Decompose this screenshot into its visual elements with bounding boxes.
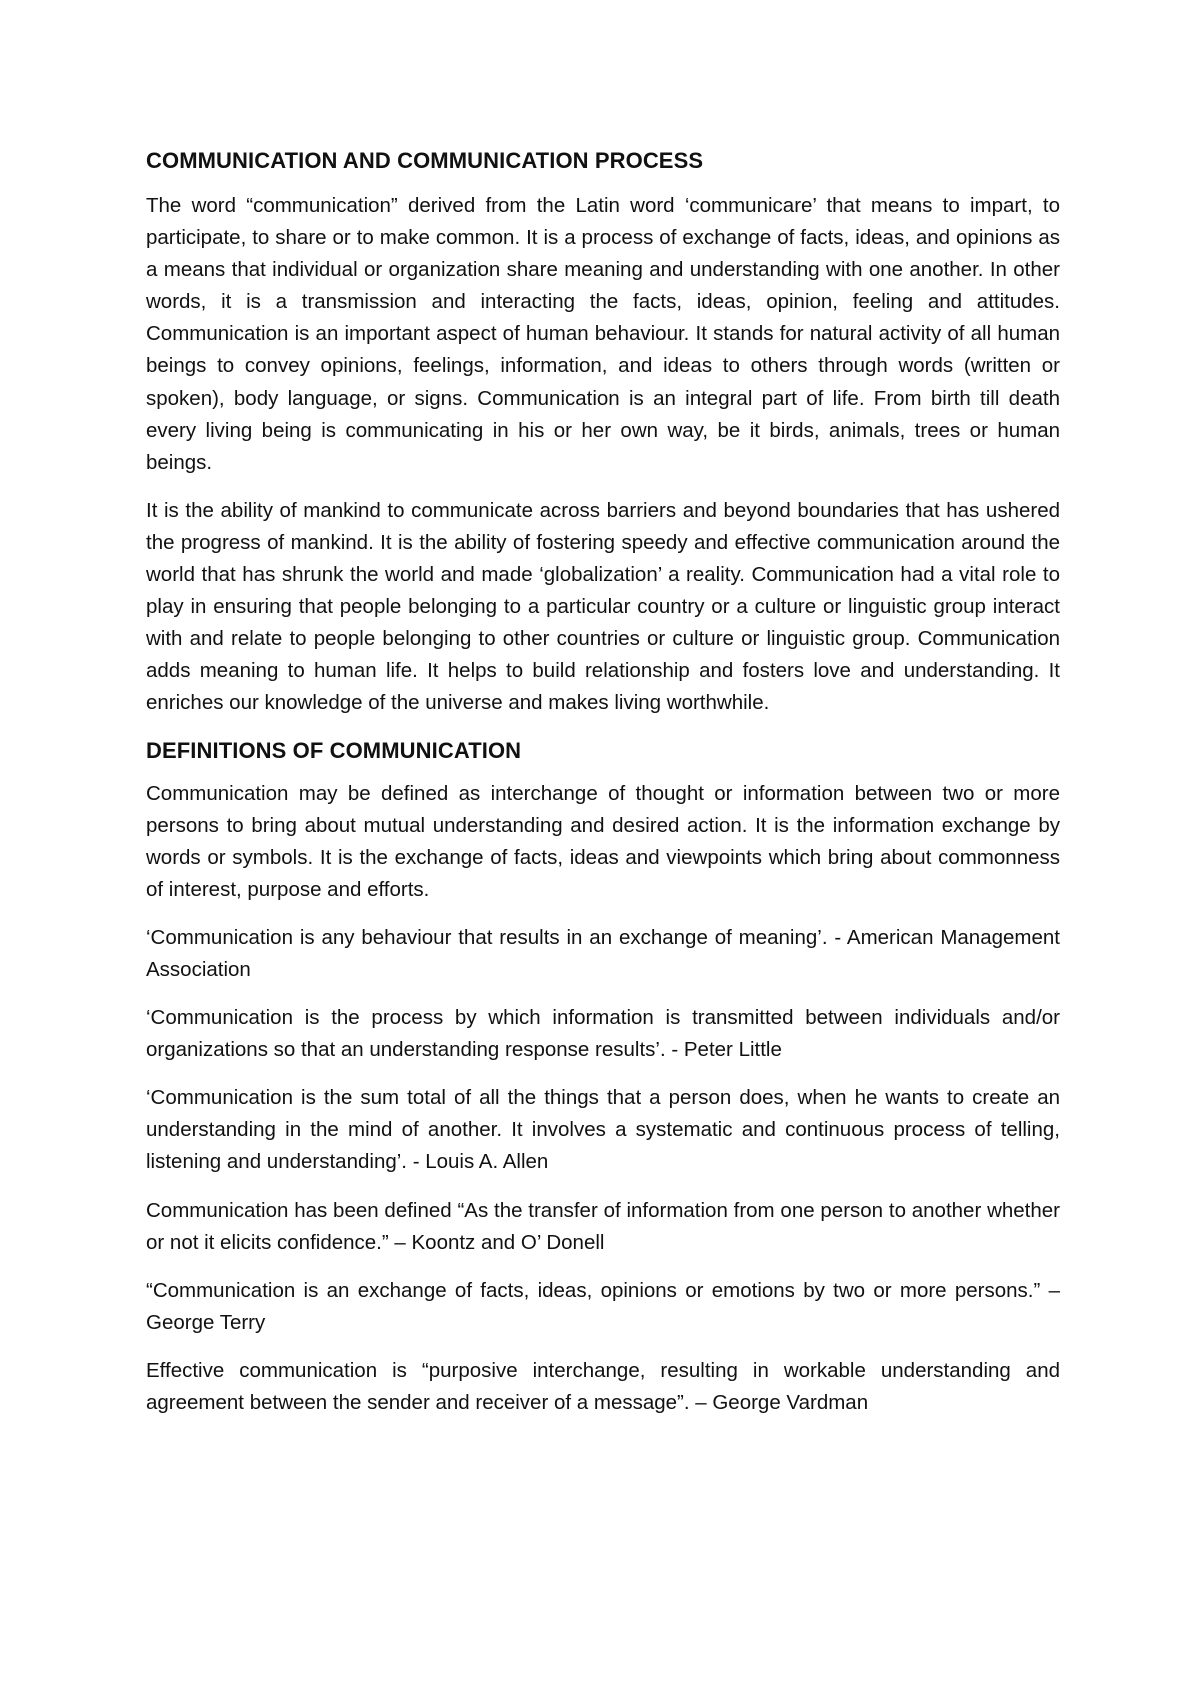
definitions-heading: DEFINITIONS OF COMMUNICATION [146,737,522,763]
intro-paragraph: The word “communication” derived from the Latin word ‘communicare’ that means to impart, to participate, to share or to make common. It is a process of exchange of facts, ideas, and opinions as a means that individual or organization share meaning and understanding with one another. In other words, it is a transmission and interacting the facts, ideas, opinion, feeling and attitudes. Communication is an important aspect of human behaviour. It stands for natural activity of all human beings to convey opinions, feelings, information, and ideas to others through words (written or spoken), body language, or signs. Communication is an integral part of life. From birth till death every living being is communicating in his or her own way, be it birds, animals, trees or human beings. [146,194,1060,474]
definition-louis-allen: ‘Communication is the sum total of all the things that a person does, when he wants to create an understanding in the mind of another. It involves a systematic and continuous process of telling, listening and understanding’. - Louis A. Allen [146,1086,1060,1174]
definition-american-management: ‘Communication is any behaviour that results in an exchange of meaning’. - American Management Association [146,925,1060,981]
importance-paragraph: It is the ability of mankind to communicate across barriers and beyond boundaries that has ushered the progress of mankind. It is the ability of fostering speedy and effective communication around the world that has shrunk the world and made ‘globalization’ a reality. Communication had a vital role to play in ensuring that people belonging to a particular country or a culture or linguistic group interact with and relate to people belonging to other countries or culture or linguistic group. Communication adds meaning to human life. It helps to build relationship and fosters love and understanding. It enriches our knowledge of the universe and makes living worthwhile. [146,498,1060,715]
definition-george-vardman: Effective communication is “purposive interchange, resulting in workable understanding and agreement between the sender and receiver of a message”. – George Vardman [146,1358,1060,1414]
definition-koontz-odonell: Communication has been defined “As the transfer of information from one person to another whether or not it elicits confidence.” – Koontz and O’ Donell [146,1198,1060,1254]
main-heading: COMMUNICATION AND COMMUNICATION PROCESS [146,148,704,173]
definition-paragraph: Communication may be defined as interchange of thought or information between two or more persons to bring about mutual understanding and desired action. It is the information exchange by words or symbols. It is the exchange of facts, ideas and viewpoints which bring about commonness of interest, purpose and efforts. [146,781,1060,901]
definition-george-terry: “Communication is an exchange of facts, ideas, opinions or emotions by two or more persons.” – George Terry [146,1278,1060,1334]
document-page [146,146,1060,1435]
definition-peter-little: ‘Communication is the process by which information is transmitted between individuals and/or organizations so that an understanding response results’. - Peter Little [146,1006,1060,1062]
